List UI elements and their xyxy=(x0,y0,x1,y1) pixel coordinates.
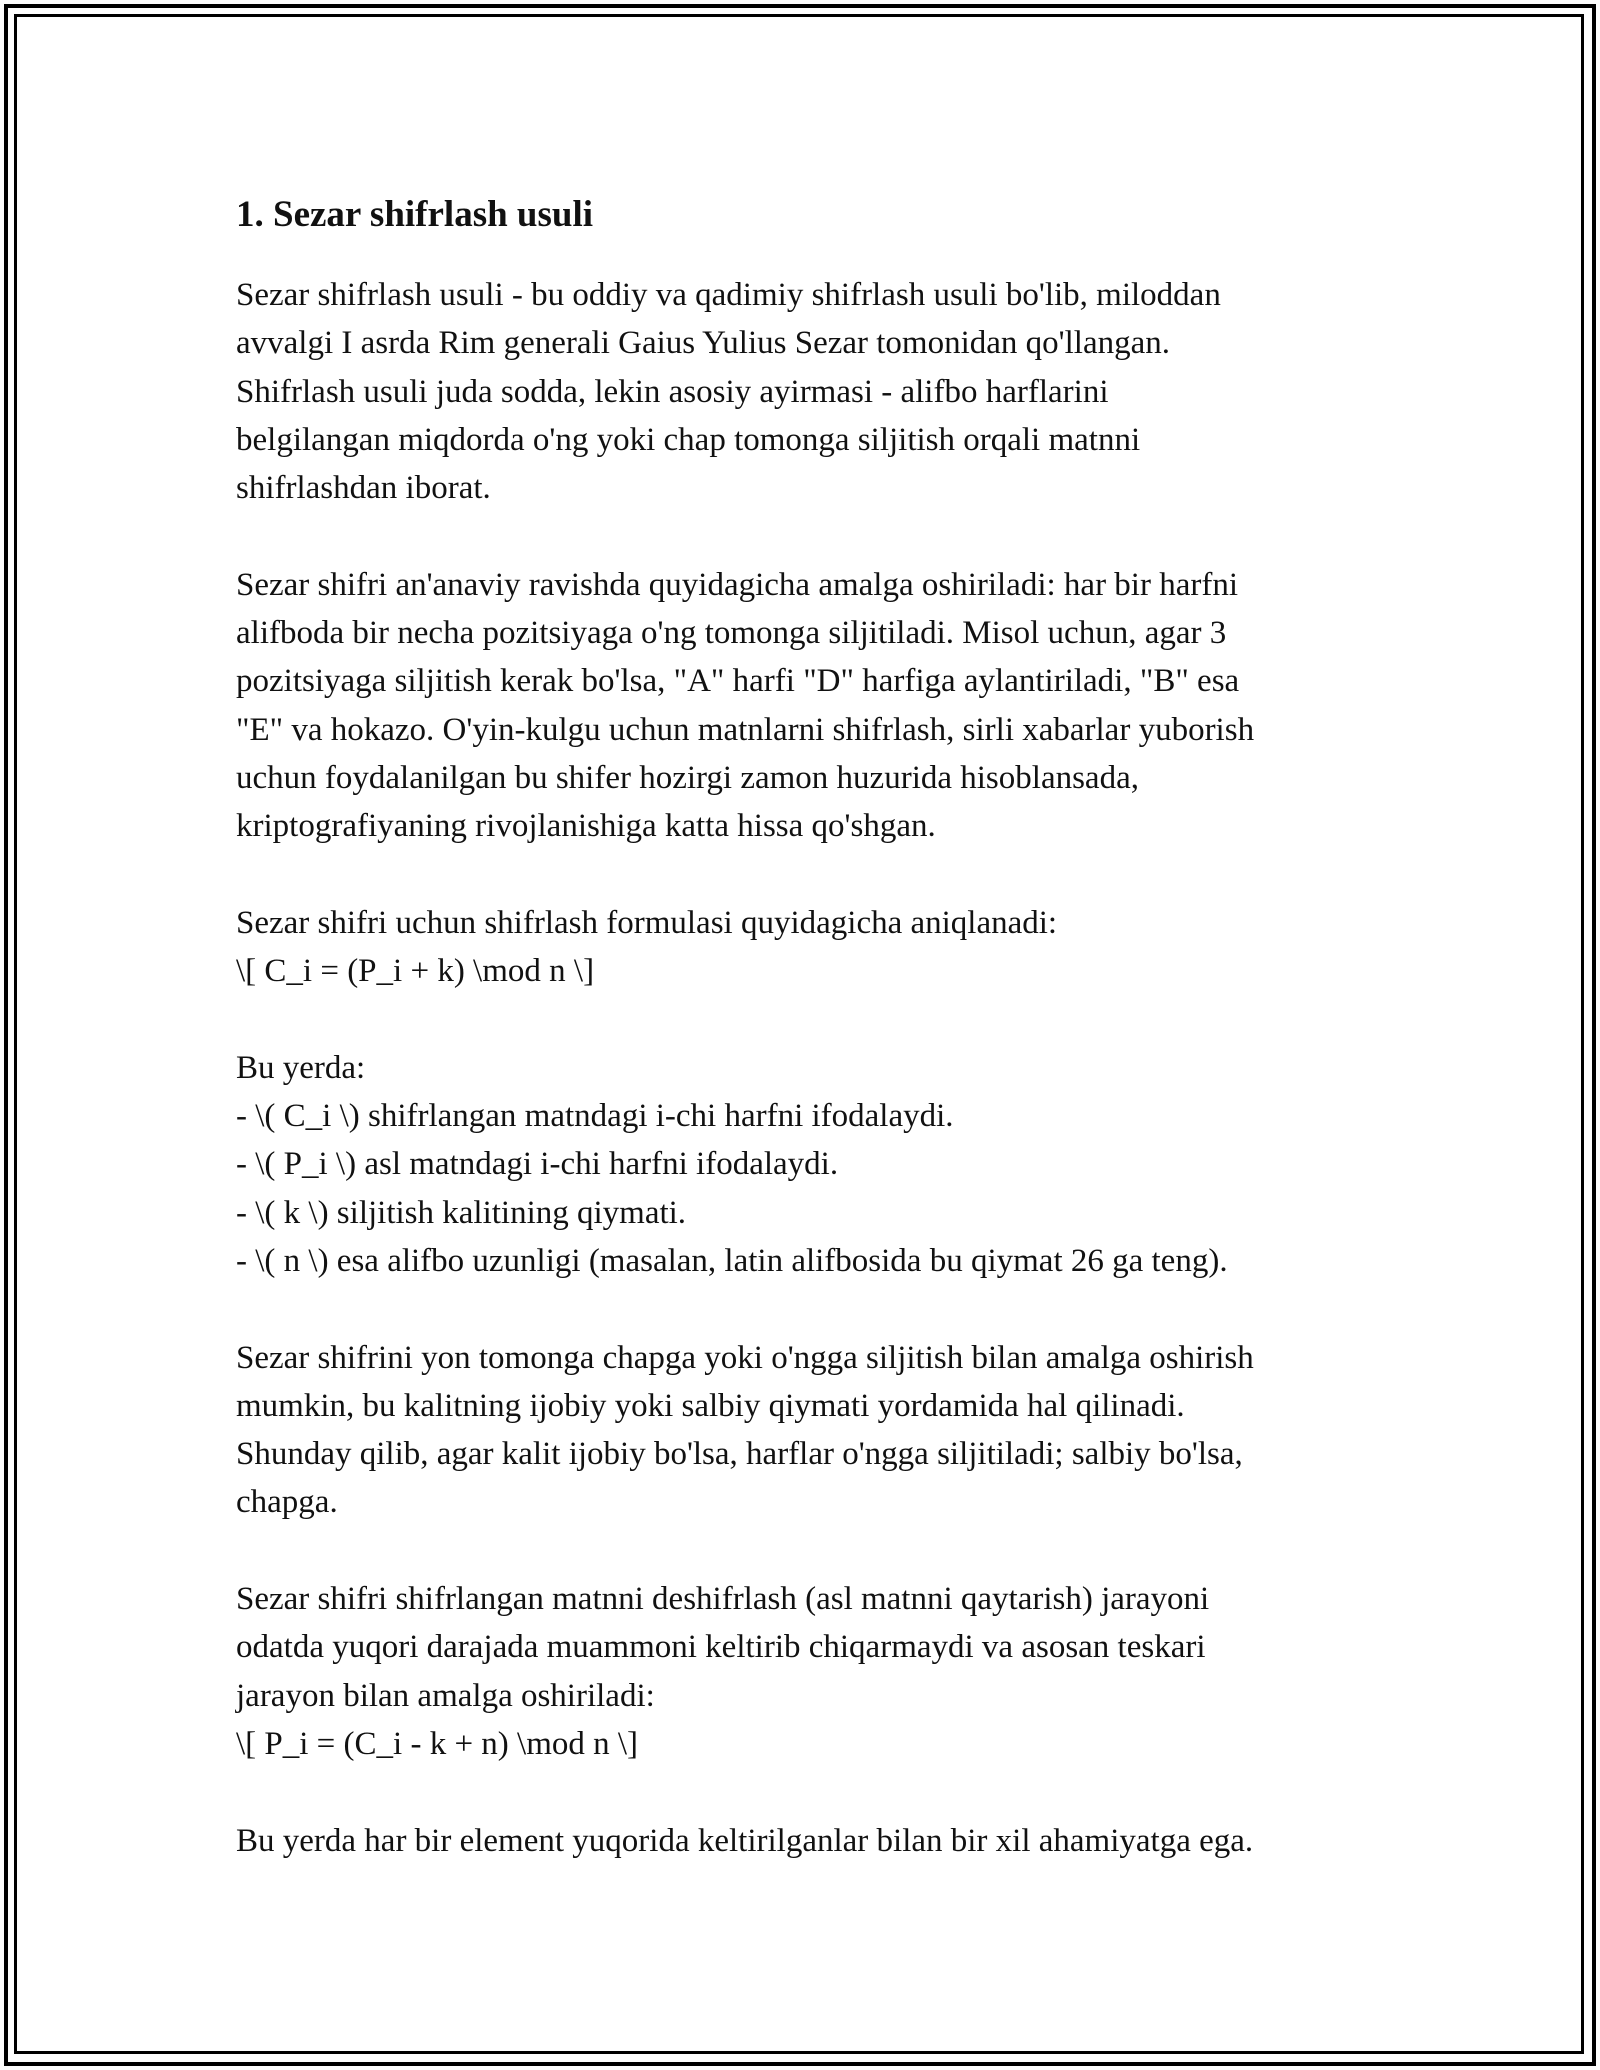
paragraph-variable-definitions xyxy=(236,1044,1386,1285)
formula-line: \[ P_i = (C_i - k + n) \mod n \] xyxy=(236,1725,639,1762)
text-line: Bu yerda: xyxy=(236,1049,366,1086)
paragraph-shift-direction xyxy=(236,1334,1386,1527)
paragraph-traditional-method xyxy=(236,561,1386,851)
list-item: - \( k \) siljitish kalitining qiymati. xyxy=(236,1194,687,1231)
text-line: belgilangan miqdorda o'ng yoki chap tomonga siljitish orqali matnni xyxy=(236,421,1141,458)
section-heading: 1. Sezar shifrlash usuli xyxy=(236,194,594,235)
list-item: - \( C_i \) shifrlangan matndagi i-chi harfni ifodalaydi. xyxy=(236,1098,954,1135)
text-line: Shifrlash usuli juda sodda, lekin asosiy ayirmasi - alifbo harflarini xyxy=(236,373,1109,410)
document-body xyxy=(236,186,1386,1913)
paragraph-encryption-formula xyxy=(236,899,1386,996)
paragraph-closing xyxy=(236,1817,1386,1865)
text-line: "E" va hokazo. O'yin-kulgu uchun matnlarni shifrlash, sirli xabarlar yuborish xyxy=(236,711,1255,748)
list-item: - \( P_i \) asl matndagi i-chi harfni ifodalaydi. xyxy=(236,1146,839,1183)
text-line: Shunday qilib, agar kalit ijobiy bo'lsa, harflar o'ngga siljitiladi; salbiy bo'lsa, xyxy=(236,1436,1243,1473)
paragraph-decryption xyxy=(236,1575,1386,1768)
text-line: jarayon bilan amalga oshiriladi: xyxy=(236,1677,655,1714)
text-line: Sezar shifri an'anaviy ravishda quyidagicha amalga oshiriladi: har bir harfni xyxy=(236,566,1239,603)
text-line: odatda yuqori darajada muammoni keltirib chiqarmaydi va asosan teskari xyxy=(236,1629,1206,1666)
text-line: Sezar shifri uchun shifrlash formulasi quyidagicha aniqlanadi: xyxy=(236,904,1058,941)
formula-line: \[ C_i = (P_i + k) \mod n \] xyxy=(236,953,595,990)
paragraph-intro xyxy=(236,271,1386,512)
text-line: Sezar shifri shifrlangan matnni deshifrlash (asl matnni qaytarish) jarayoni xyxy=(236,1581,1210,1618)
text-line: mumkin, bu kalitning ijobiy yoki salbiy qiymati yordamida hal qilinadi. xyxy=(236,1387,1185,1424)
text-line: uchun foydalanilgan bu shifer hozirgi zamon huzurida hisoblansada, xyxy=(236,759,1139,796)
text-line: shifrlashdan iborat. xyxy=(236,470,491,507)
text-line: chapga. xyxy=(236,1484,338,1521)
text-line: Bu yerda har bir element yuqorida keltirilganlar bilan bir xil ahamiyatga ega. xyxy=(236,1822,1254,1859)
text-line: Sezar shifrlash usuli - bu oddiy va qadimiy shifrlash usuli bo'lib, miloddan xyxy=(236,277,1221,313)
text-line: kriptografiyaning rivojlanishiga katta hissa qo'shgan. xyxy=(236,808,936,845)
list-item: - \( n \) esa alifbo uzunligi (masalan, latin alifbosida bu qiymat 26 ga teng). xyxy=(236,1242,1228,1279)
text-line: alifboda bir necha pozitsiyaga o'ng tomonga siljitiladi. Misol uchun, agar 3 xyxy=(236,615,1227,652)
text-line: avvalgi I asrda Rim generali Gaius Yulius Sezar tomonidan qo'llangan. xyxy=(236,325,1170,362)
text-line: Sezar shifrini yon tomonga chapga yoki o'ngga siljitish bilan amalga oshirish xyxy=(236,1339,1254,1376)
text-line: pozitsiyaga siljitish kerak bo'lsa, "A" harfi "D" harfiga aylantiriladi, "B" esa xyxy=(236,663,1240,700)
